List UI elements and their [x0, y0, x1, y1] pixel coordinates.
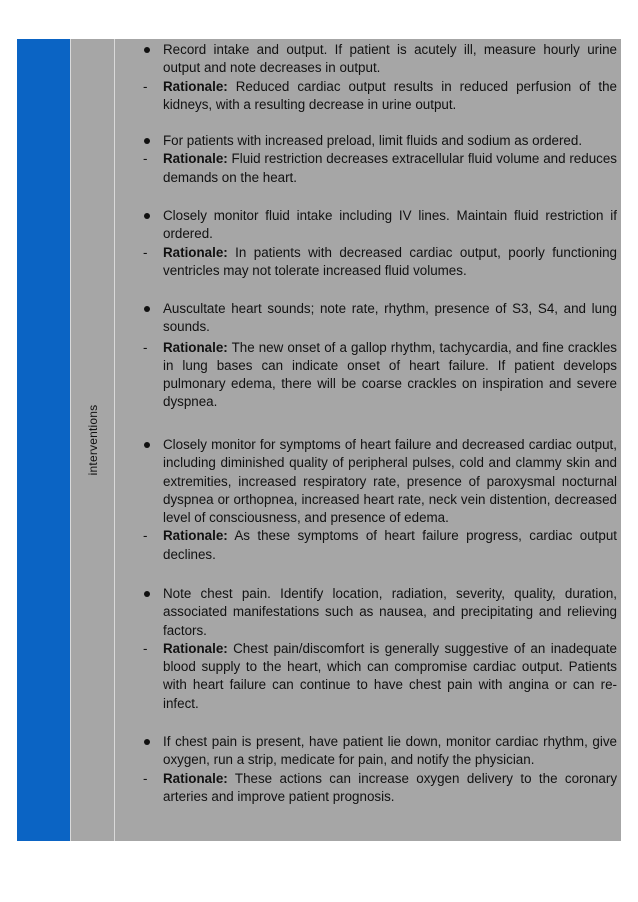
rationale-text: Fluid restriction decreases extracellular fluid volume and reduces demands on the heart. — [163, 151, 617, 185]
list-item — [143, 585, 617, 713]
intervention-text: Note chest pain. Identify location, radiation, severity, quality, duration, associated manifestations such as nausea, and precipitating and relieving factors. — [163, 586, 617, 638]
rationale-label: Rationale: — [163, 770, 228, 786]
rationale-label: Rationale: — [163, 244, 228, 260]
dash-marker: - — [143, 151, 148, 167]
rationale-text: Chest pain/discomfort is generally suggestive of an inadequate blood supply to the heart, which can compromise cardiac output. Patients with heart failure can continue to have chest pain with angina or can re-infect. — [163, 640, 617, 711]
section-label-column — [71, 39, 115, 841]
intervention-text: Record intake and output. If patient is acutely ill, measure hourly urine output and note decreases in output. — [163, 42, 617, 76]
bullet-icon — [144, 138, 150, 144]
intervention-text: Closely monitor for symptoms of heart failure and decreased cardiac output, including diminished quality of peripheral pulses, cold and clammy skin and extremities, increased respiratory rate, presence of paroxysmal nocturnal dyspnea or orthopnea, increased heart rate, neck vein distention, decreased level of consciousness, and presence of edema. — [163, 437, 617, 526]
list-item — [143, 733, 617, 806]
rationale-label: Rationale: — [163, 640, 228, 656]
intervention-text: Auscultate heart sounds; note rate, rhythm, presence of S3, S4, and lung sounds. — [163, 301, 617, 335]
dash-marker: - — [143, 528, 148, 544]
rationale-label: Rationale: — [163, 339, 228, 355]
bullet-icon — [144, 442, 150, 448]
intervention-text: Closely monitor fluid intake including IV lines. Maintain fluid restriction if ordered. — [163, 208, 617, 242]
bullet-icon — [144, 213, 150, 219]
rationale-text: As these symptoms of heart failure progress, cardiac output declines. — [163, 528, 618, 562]
dash-marker: - — [143, 770, 148, 786]
dash-marker: - — [143, 244, 148, 260]
list-item — [143, 132, 617, 187]
rationale-text: These actions can increase oxygen delivery to the coronary arteries and improve patient prognosis. — [163, 770, 618, 804]
list-item — [143, 436, 617, 564]
list-item — [143, 300, 617, 412]
dash-marker: - — [143, 339, 148, 355]
rationale-label: Rationale: — [163, 528, 228, 544]
bullet-icon — [144, 591, 150, 597]
list-item — [143, 41, 617, 114]
rationale-text: Reduced cardiac output results in reduced perfusion of the kidneys, with a resulting decrease in urine output. — [163, 78, 617, 112]
rationale-text: In patients with decreased cardiac output, poorly functioning ventricles may not tolerate increased fluid volumes. — [163, 244, 617, 278]
bullet-icon — [144, 306, 150, 312]
bullet-icon — [144, 739, 150, 745]
dash-marker: - — [143, 78, 148, 94]
bullet-icon — [144, 47, 150, 53]
intervention-text: If chest pain is present, have patient lie down, monitor cardiac rhythm, give oxygen, run a strip, medicate for pain, and notify the physician. — [163, 734, 617, 768]
rationale-label: Rationale: — [163, 78, 228, 94]
section-label: interventions — [85, 404, 100, 476]
rationale-text: The new onset of a gallop rhythm, tachycardia, and fine crackles in lung bases can indicate onset of heart failure. If patient develops pulmonary edema, there will be coarse crackles on inspiration and severe dyspnea. — [163, 339, 617, 410]
care-plan-table — [17, 39, 621, 841]
rationale-label: Rationale: — [163, 151, 228, 167]
dash-marker: - — [143, 640, 148, 656]
intervention-text: For patients with increased preload, limit fluids and sodium as ordered. — [163, 133, 583, 148]
list-item — [143, 207, 617, 280]
blue-column — [17, 39, 71, 841]
